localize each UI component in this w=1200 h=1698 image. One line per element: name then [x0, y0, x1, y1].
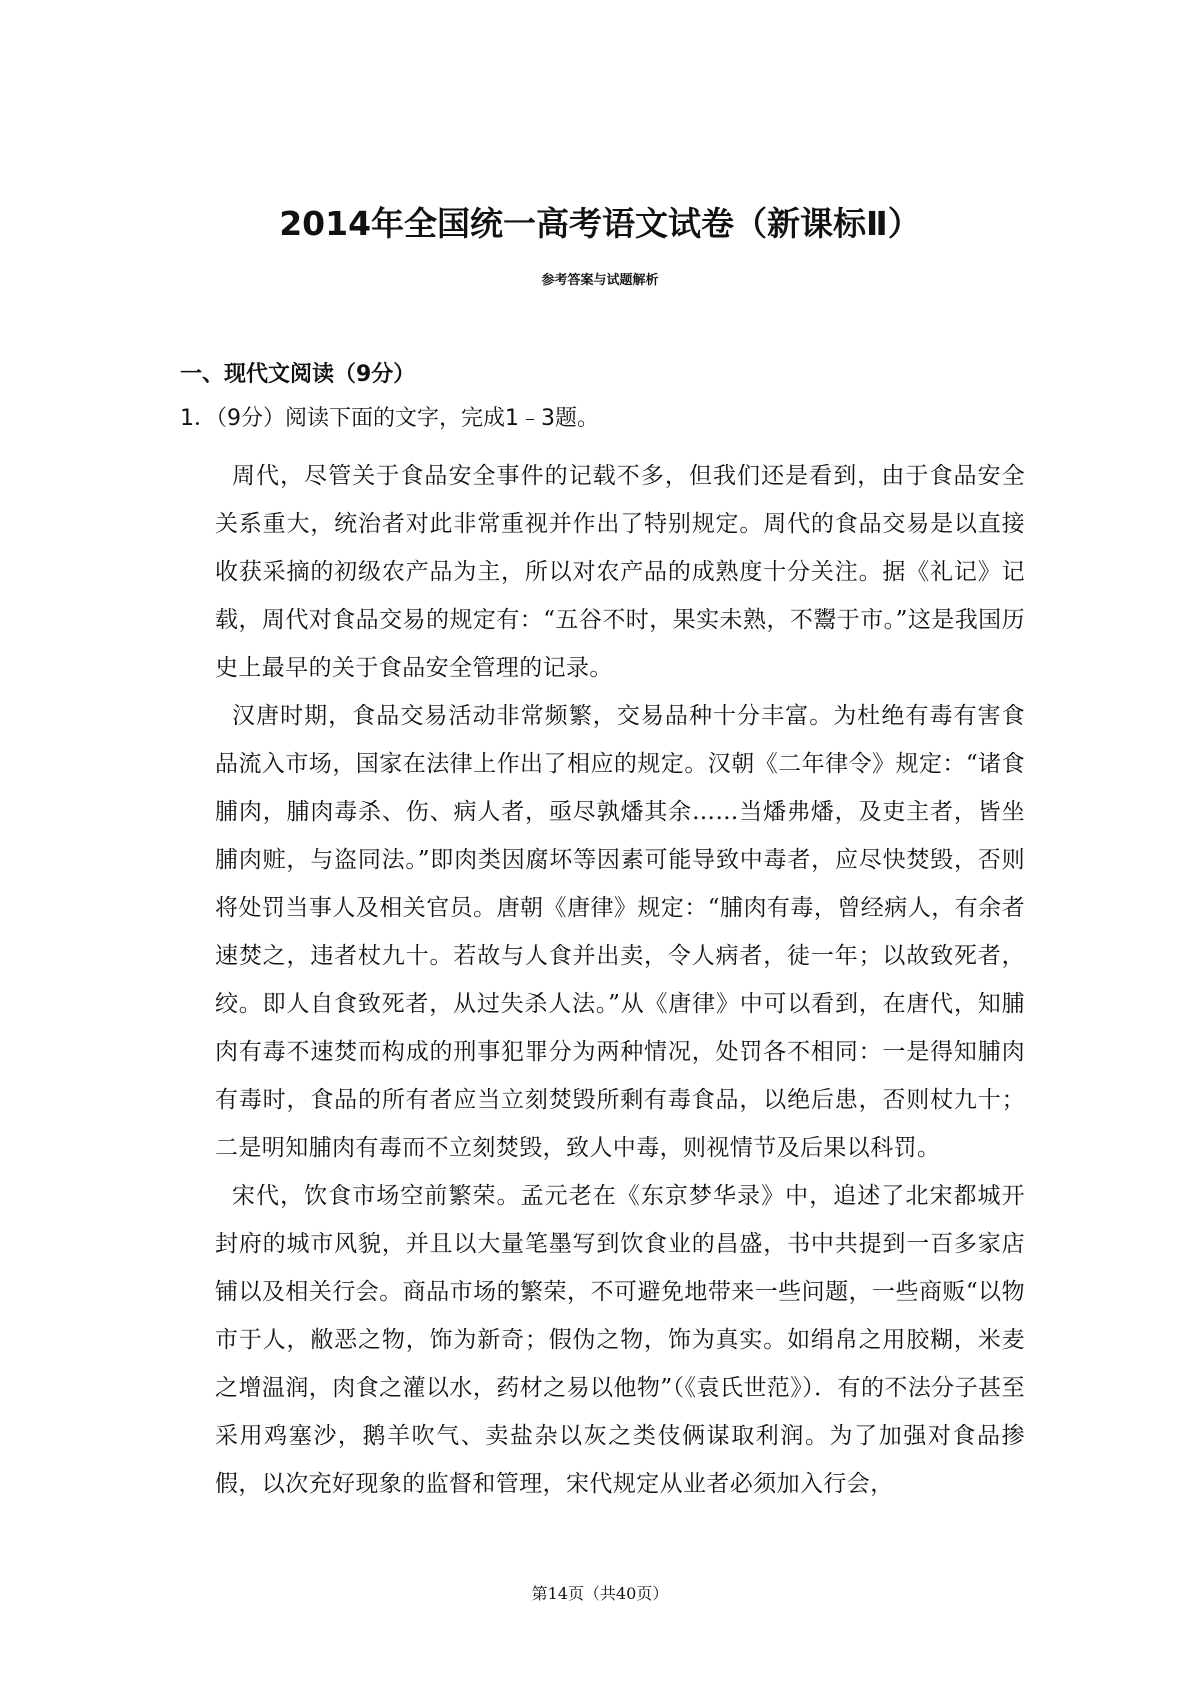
reading-passage	[215, 452, 1025, 1508]
page-number: 第14页（共40页）	[531, 1584, 669, 1603]
section-heading: 一、现代文阅读（9分）	[180, 362, 416, 387]
page-title: 2014年全国统一高考语文试卷（新课标Ⅱ）	[279, 204, 921, 243]
page-subtitle: 参考答案与试题解析	[541, 273, 659, 288]
passage-paragraph-zhou: 周代，尽管关于食品安全事件的记载不多，但我们还是看到，由于食品安全关系重大，统治者对此非常重视并作出了特别规定。周代的食品交易是以直接收获采摘的初级农产品为主，所以对农产品的成熟度十分关注。据《礼记》记载，周代对食品交易的规定有：“五谷不时，果实未熟，不鬻于市。”这是我国历史上最早的关于食品安全管理的记录。	[215, 463, 1025, 681]
question-prompt: 1．（9分）阅读下面的文字，完成1﹣3题。	[180, 406, 599, 431]
passage-paragraph-hantang: 汉唐时期，食品交易活动非常频繁，交易品种十分丰富。为杜绝有毒有害食品流入市场，国家在法律上作出了相应的规定。汉朝《二年律令》规定：“诸食脯肉，脯肉毒杀、伤、病人者，亟尽孰燔其余……当燔弗燔，及吏主者，皆坐脯肉赃，与盗同法。”即肉类因腐坏等因素可能导致中毒者，应尽快焚毁，否则将处罚当事人及相关官员。唐朝《唐律》规定：“脯肉有毒，曾经病人，有余者速焚之，违者杖九十。若故与人食并出卖，令人病者，徒一年；以故致死者，绞。即人自食致死者，从过失杀人法。”从《唐律》中可以看到，在唐代，知脯肉有毒不速焚而构成的刑事犯罪分为两种情况，处罚各不相同：一是得知脯肉有毒时，食品的所有者应当立刻焚毁所剩有毒食品，以绝后患，否则杖九十；二是明知脯肉有毒而不立刻焚毁，致人中毒，则视情节及后果以科罚。	[215, 703, 1025, 1161]
passage-paragraph-song: 宋代，饮食市场空前繁荣。孟元老在《东京梦华录》中，追述了北宋都城开封府的城市风貌，并且以大量笔墨写到饮食业的昌盛，书中共提到一百多家店铺以及相关行会。商品市场的繁荣，不可避免地带来一些问题，一些商贩“以物市于人，敝恶之物，饰为新奇；假伪之物，饰为真实。如绢帛之用胶糊，米麦之增温润，肉食之灌以水，药材之易以他物”（《袁氏世范》）．有的不法分子甚至采用鸡塞沙，鹅羊吹气、卖盐杂以灰之类伎俩谋取利润。为了加强对食品掺假，以次充好现象的监督和管理，宋代规定从业者必须加入行会，	[215, 1183, 1025, 1497]
